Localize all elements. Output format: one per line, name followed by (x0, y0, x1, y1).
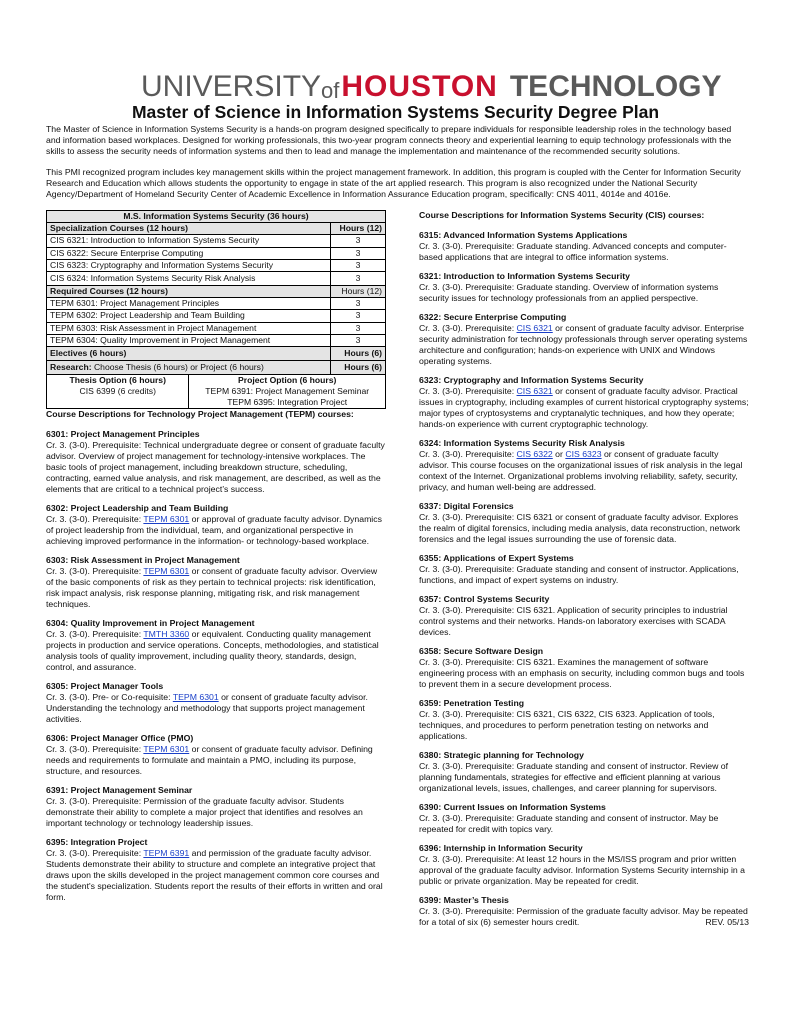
course-title: 6391: Project Management Seminar (46, 785, 193, 796)
course-entry (419, 438, 749, 493)
research-hours: Hours (6) (331, 361, 386, 375)
course-hours: 3 (331, 235, 386, 247)
table-row (47, 247, 386, 259)
course-name: CIS 6323: Cryptography and Information Systems Security (47, 259, 331, 271)
course-description (46, 629, 386, 673)
course-entry (419, 895, 749, 928)
prerequisite-link[interactable]: CIS 6321 (516, 323, 553, 333)
course-title: 6301: Project Management Principles (46, 429, 200, 440)
description-text: or consent of graduate faculty advisor. This course focuses on the organizational issues of risk analysis in the legal context of the Internet. Organizational problems involving reliability, safety, security, privacy, and human well-being are addressed. (419, 449, 743, 492)
course-entry (46, 837, 386, 903)
course-description (419, 813, 749, 835)
course-hours: 3 (331, 298, 386, 310)
description-text: Cr. 3. (3-0). Prerequisite: Permission of the graduate faculty advisor. Students demonstrate their ability to complete a major project that identifies and resolves an important technology or technology leadership issues. (46, 796, 363, 829)
cis-course-list (419, 230, 749, 928)
course-title: 6380: Strategic planning for Technology (419, 750, 584, 760)
course-description (46, 796, 386, 829)
project-option-line-1: TEPM 6391: Project Management Seminar (205, 386, 370, 397)
table-row (47, 310, 386, 322)
thesis-option (47, 375, 189, 408)
description-text: Cr. 3. (3-0). Prerequisite: Graduate standing. Overview of information systems security issues for technology professionals from an applied perspective. (419, 282, 719, 303)
logo-houston-text: HOUSTON (341, 70, 498, 103)
course-entry (419, 698, 749, 742)
course-description (46, 692, 386, 725)
course-entry (46, 681, 386, 725)
description-text: Cr. 3. (3-0). Prerequisite: Graduate standing. Advanced concepts and computer-based applications that are integral to office information systems. (419, 241, 727, 262)
course-description (419, 657, 749, 690)
course-hours: 3 (331, 272, 386, 286)
intro-paragraph-2: This PMI recognized program includes key management skills within the project management framework. In addition, this program is coupled with the Center for Information Security Research and Education which allows students the opportunity to engage in state of the art applied research. This program is also recognized under the National Security Agency/Department of Homeland Security Center of Academic Excellence in Information Assurance Education program, specifically: CNS 4011, 4014e and 4016e. (46, 167, 741, 200)
description-text: or approval of graduate faculty advisor. Dynamics of project leadership from the individual, team, and organizational perspective in achieving improved performance in the information- or technology-based workplace. (46, 514, 382, 547)
course-name: TEPM 6302: Project Leadership and Team Building (47, 310, 331, 322)
description-text: Cr. 3. (3-0). Prerequisite: (419, 449, 517, 459)
course-title: 6337: Digital Forensics (419, 501, 514, 511)
course-description (419, 449, 749, 493)
prerequisite-link[interactable]: TEPM 6301 (143, 514, 190, 525)
course-name: CIS 6322: Secure Enterprise Computing (47, 247, 331, 259)
electives-hours: Hours (6) (331, 347, 386, 361)
course-title: 6359: Penetration Testing (419, 698, 525, 708)
course-description (419, 605, 749, 638)
project-option-label: Project Option (6 hours) (238, 375, 337, 386)
description-text: Cr. 3. (3-0). Prerequisite: Graduate standing and consent of instructor. Applications, functions, and impact of expert systems on industry. (419, 564, 739, 585)
prerequisite-link[interactable]: TEPM 6301 (143, 566, 190, 577)
project-option-line-2: TEPM 6395: Integration Project (227, 397, 348, 408)
course-description (419, 386, 749, 430)
description-text: Cr. 3. (3-0). Prerequisite: Graduate standing and consent of instructor. Review of planning fundamentals, strategies for effective and efficient planning at various organizational levels, issues, challenges, and career planning for supervisors. (419, 761, 729, 793)
description-text: Cr. 3. (3-0). Pre- or Co-requisite: (46, 692, 173, 703)
electives-label: Electives (6 hours) (47, 347, 331, 361)
description-text: Cr. 3. (3-0). Prerequisite: CIS 6321. Examines the management of software engineering process with an emphasis on security, including common bugs and tools to prevent them in a secure development process. (419, 657, 745, 689)
course-description (419, 906, 749, 928)
degree-plan-table (46, 210, 386, 409)
description-text: or consent of graduate faculty advisor. Understanding the technology and methodology that supports project management activities. (46, 692, 368, 725)
course-name: CIS 6324: Information Systems Security Risk Analysis (47, 272, 331, 286)
course-entry (419, 843, 749, 887)
revision-label: REV. 05/13 (705, 917, 749, 927)
cis-heading: Course Descriptions for Information Systems Security (CIS) courses: (419, 210, 705, 220)
intro-paragraph-1: The Master of Science in Information Systems Security is a hands-on program designed specifically to prepare individuals for responsible leadership roles in the technology based and information based workplaces. Designed for working professionals, this two-year program connects theory and experiential learning to equip technology professionals with the skills to assess the security needs of information systems and then to lead and manage the implementation and maintenance of the recommended security solutions. (46, 124, 732, 157)
university-logo (141, 52, 722, 103)
course-description (419, 709, 749, 742)
course-entry (419, 802, 749, 835)
course-hours: 3 (331, 334, 386, 346)
required-hours: Hours (12) (331, 286, 386, 298)
page-title: Master of Science in Information Systems Security Degree Plan (131, 102, 660, 122)
course-entry (46, 555, 386, 610)
course-hours: 3 (331, 310, 386, 322)
description-text: or equivalent. Conducting quality management projects in production and service operations. Concepts, methodologies, and statistical analysis tools of quality improvement, including quality theory, standards, design, control, and assurance. (46, 629, 379, 673)
logo-technology-text: TECHNOLOGY (509, 70, 722, 103)
table-row (47, 298, 386, 310)
course-entry (46, 429, 386, 495)
prerequisite-link[interactable]: CIS 6323 (565, 449, 602, 459)
description-text: Cr. 3. (3-0). Prerequisite: (419, 323, 517, 333)
table-row (47, 334, 386, 346)
course-description (419, 854, 749, 887)
course-entry (419, 501, 749, 545)
course-title: 6390: Current Issues on Information Systems (419, 802, 606, 812)
course-name: TEPM 6304: Quality Improvement in Project Management (47, 334, 331, 346)
logo-of-text: of (321, 78, 340, 103)
course-title: 6323: Cryptography and Information Systems Security (419, 375, 644, 385)
description-text: or consent of graduate faculty advisor. Enterprise security administration for technology professionals through server operating systems architecture and configuration; hands-on experience with UNIX and Windows operating systems. (419, 323, 748, 366)
course-title: 6395: Integration Project (46, 837, 148, 848)
course-name: TEPM 6301: Project Management Principles (47, 298, 331, 310)
description-text: or consent of graduate faculty advisor. Overview of the basic components of risk as they pertain to technical projects: risk identification, risk impact analysis, risk response planning, mitigating risk, and risk management techniques. (46, 566, 378, 610)
description-text: Cr. 3. (3-0). Prerequisite: (46, 744, 144, 755)
course-entry (46, 733, 386, 777)
course-entry (419, 375, 749, 430)
course-title: 6399: Master’s Thesis (419, 895, 509, 905)
course-title: 6305: Project Manager Tools (46, 681, 164, 692)
course-title: 6324: Information Systems Security Risk Analysis (419, 438, 625, 448)
course-description (419, 761, 749, 794)
course-entry (419, 271, 749, 304)
research-label: Research: (50, 362, 92, 373)
course-title: 6321: Introduction to Information Systems Security (419, 271, 630, 281)
research-row (47, 361, 331, 375)
required-label: Required Courses (12 hours) (47, 286, 331, 298)
description-text: or (552, 449, 566, 459)
description-text: and permission of the graduate faculty advisor. Students demonstrate their ability to structure and complete an integrative project that draws upon the skills developed in the project management common core courses and the student's specialization. Students report the results of their efforts in written and oral form. (46, 848, 383, 903)
options-cell (47, 375, 386, 409)
thesis-option-label: Thesis Option (6 hours) (69, 375, 166, 386)
course-name: TEPM 6303: Risk Assessment in Project Management (47, 322, 331, 334)
specialization-hours: Hours (12) (331, 223, 386, 235)
course-hours: 3 (331, 259, 386, 271)
course-entry (419, 646, 749, 690)
course-description (46, 440, 386, 495)
course-entry (419, 750, 749, 794)
course-name: CIS 6321: Introduction to Information Systems Security (47, 235, 331, 247)
description-text: Cr. 3. (3-0). Prerequisite: (419, 386, 517, 396)
research-text: Choose Thesis (6 hours) or Project (6 hours) (93, 362, 264, 373)
course-entry (46, 503, 386, 547)
course-title: 6306: Project Manager Office (PMO) (46, 733, 194, 744)
prerequisite-link[interactable]: TMTH 3360 (143, 629, 190, 640)
prerequisite-link[interactable]: CIS 6321 (516, 386, 553, 396)
prerequisite-link[interactable]: TEPM 6301 (172, 692, 219, 703)
course-title: 6358: Secure Software Design (419, 646, 544, 656)
project-option (189, 375, 385, 408)
logo-university-text: UNIVERSITY (141, 70, 322, 103)
description-text: or consent of graduate faculty advisor. Defining needs and requirements to formulate and maintain a PMO, including its purpose, structure, and resources. (46, 744, 373, 777)
course-title: 6322: Secure Enterprise Computing (419, 312, 567, 322)
options-table (47, 375, 385, 408)
course-description (46, 514, 386, 547)
specialization-label: Specialization Courses (12 hours) (47, 223, 331, 235)
course-entry (419, 553, 749, 586)
description-text: Cr. 3. (3-0). Prerequisite: CIS 6321, CIS 6322, CIS 6323. Application of tools, techniques, and procedures to perform penetration testing on networks and applications. (419, 709, 715, 741)
description-text: Cr. 3. (3-0). Prerequisite: Graduate standing and consent of instructor. May be repeated for credit with topics vary. (419, 813, 719, 834)
description-text: Cr. 3. (3-0). Prerequisite: (46, 848, 144, 859)
course-entry (46, 618, 386, 673)
course-description (46, 744, 386, 777)
prerequisite-link[interactable]: TEPM 6301 (143, 744, 190, 755)
table-row (47, 272, 386, 286)
description-text: Cr. 3. (3-0). Prerequisite: At least 12 hours in the MS/ISS program and prior written approval of the graduate faculty advisor. Information Systems Security internship in a public or private organization. May be repeated for credit. (419, 854, 745, 886)
course-description (419, 323, 749, 367)
table-row (47, 259, 386, 271)
description-text: Cr. 3. (3-0). Prerequisite: CIS 6321. Application of security principles to industrial control systems and their networks. Hands-on laboratory exercises with SCADA devices. (419, 605, 728, 637)
description-text: Cr. 3. (3-0). Prerequisite: Technical undergraduate degree or consent of graduate faculty advisor. Overview of project management for technology-intensive workplaces. The basic tools of project management, including breakdown structure, scheduling, contracting, earned value analysis, and risk management, are described, as well as the elements that are critical to a technical project’s success. (46, 440, 385, 495)
course-title: 6357: Control Systems Security (419, 594, 550, 604)
description-text: Cr. 3. (3-0). Prerequisite: Permission of the graduate faculty advisor. May be repeated for a total of six (6) semester hours credit. (419, 906, 748, 927)
course-entry (419, 312, 749, 367)
course-description (46, 848, 386, 903)
plan-title: M.S. Information Systems Security (36 hours) (47, 211, 386, 223)
course-title: 6315: Advanced Information Systems Applications (419, 230, 628, 240)
description-text: Cr. 3. (3-0). Prerequisite: (46, 514, 144, 525)
course-hours: 3 (331, 247, 386, 259)
thesis-option-line: CIS 6399 (6 credits) (79, 386, 156, 397)
right-column (419, 210, 749, 936)
course-title: 6303: Risk Assessment in Project Management (46, 555, 240, 566)
left-column (46, 210, 386, 911)
tepm-heading: Course Descriptions for Technology Project Management (TEPM) courses: (46, 409, 354, 420)
course-title: 6355: Applications of Expert Systems (419, 553, 574, 563)
table-row (47, 322, 386, 334)
tepm-course-list (46, 429, 386, 903)
description-text: Cr. 3. (3-0). Prerequisite: CIS 6321 or consent of graduate faculty advisor. Explores the realm of digital forensics, including media analysis, data reconstruction, network forensics and the legal issues surrounding the use of forensic data. (419, 512, 741, 544)
prerequisite-link[interactable]: CIS 6322 (516, 449, 553, 459)
course-title: 6302: Project Leadership and Team Building (46, 503, 229, 514)
course-description (419, 241, 749, 263)
prerequisite-link[interactable]: TEPM 6391 (143, 848, 190, 859)
course-description (419, 512, 749, 545)
course-description (419, 282, 749, 304)
description-text: Cr. 3. (3-0). Prerequisite: (46, 566, 144, 577)
course-entry (46, 785, 386, 829)
course-title: 6304: Quality Improvement in Project Management (46, 618, 255, 629)
table-row (47, 235, 386, 247)
course-description (419, 564, 749, 586)
course-hours: 3 (331, 322, 386, 334)
description-text: or consent of graduate faculty advisor. Practical issues in cryptography, including examples of current historical cryptography systems; major types of cryptosystems and cryptanalytic techniques, and how they operate; hands-on experience with current cryptographic technology. (419, 386, 749, 429)
course-entry (419, 594, 749, 638)
course-description (46, 566, 386, 610)
course-entry (419, 230, 749, 263)
course-title: 6396: Internship in Information Security (419, 843, 583, 853)
description-text: Cr. 3. (3-0). Prerequisite: (46, 629, 144, 640)
